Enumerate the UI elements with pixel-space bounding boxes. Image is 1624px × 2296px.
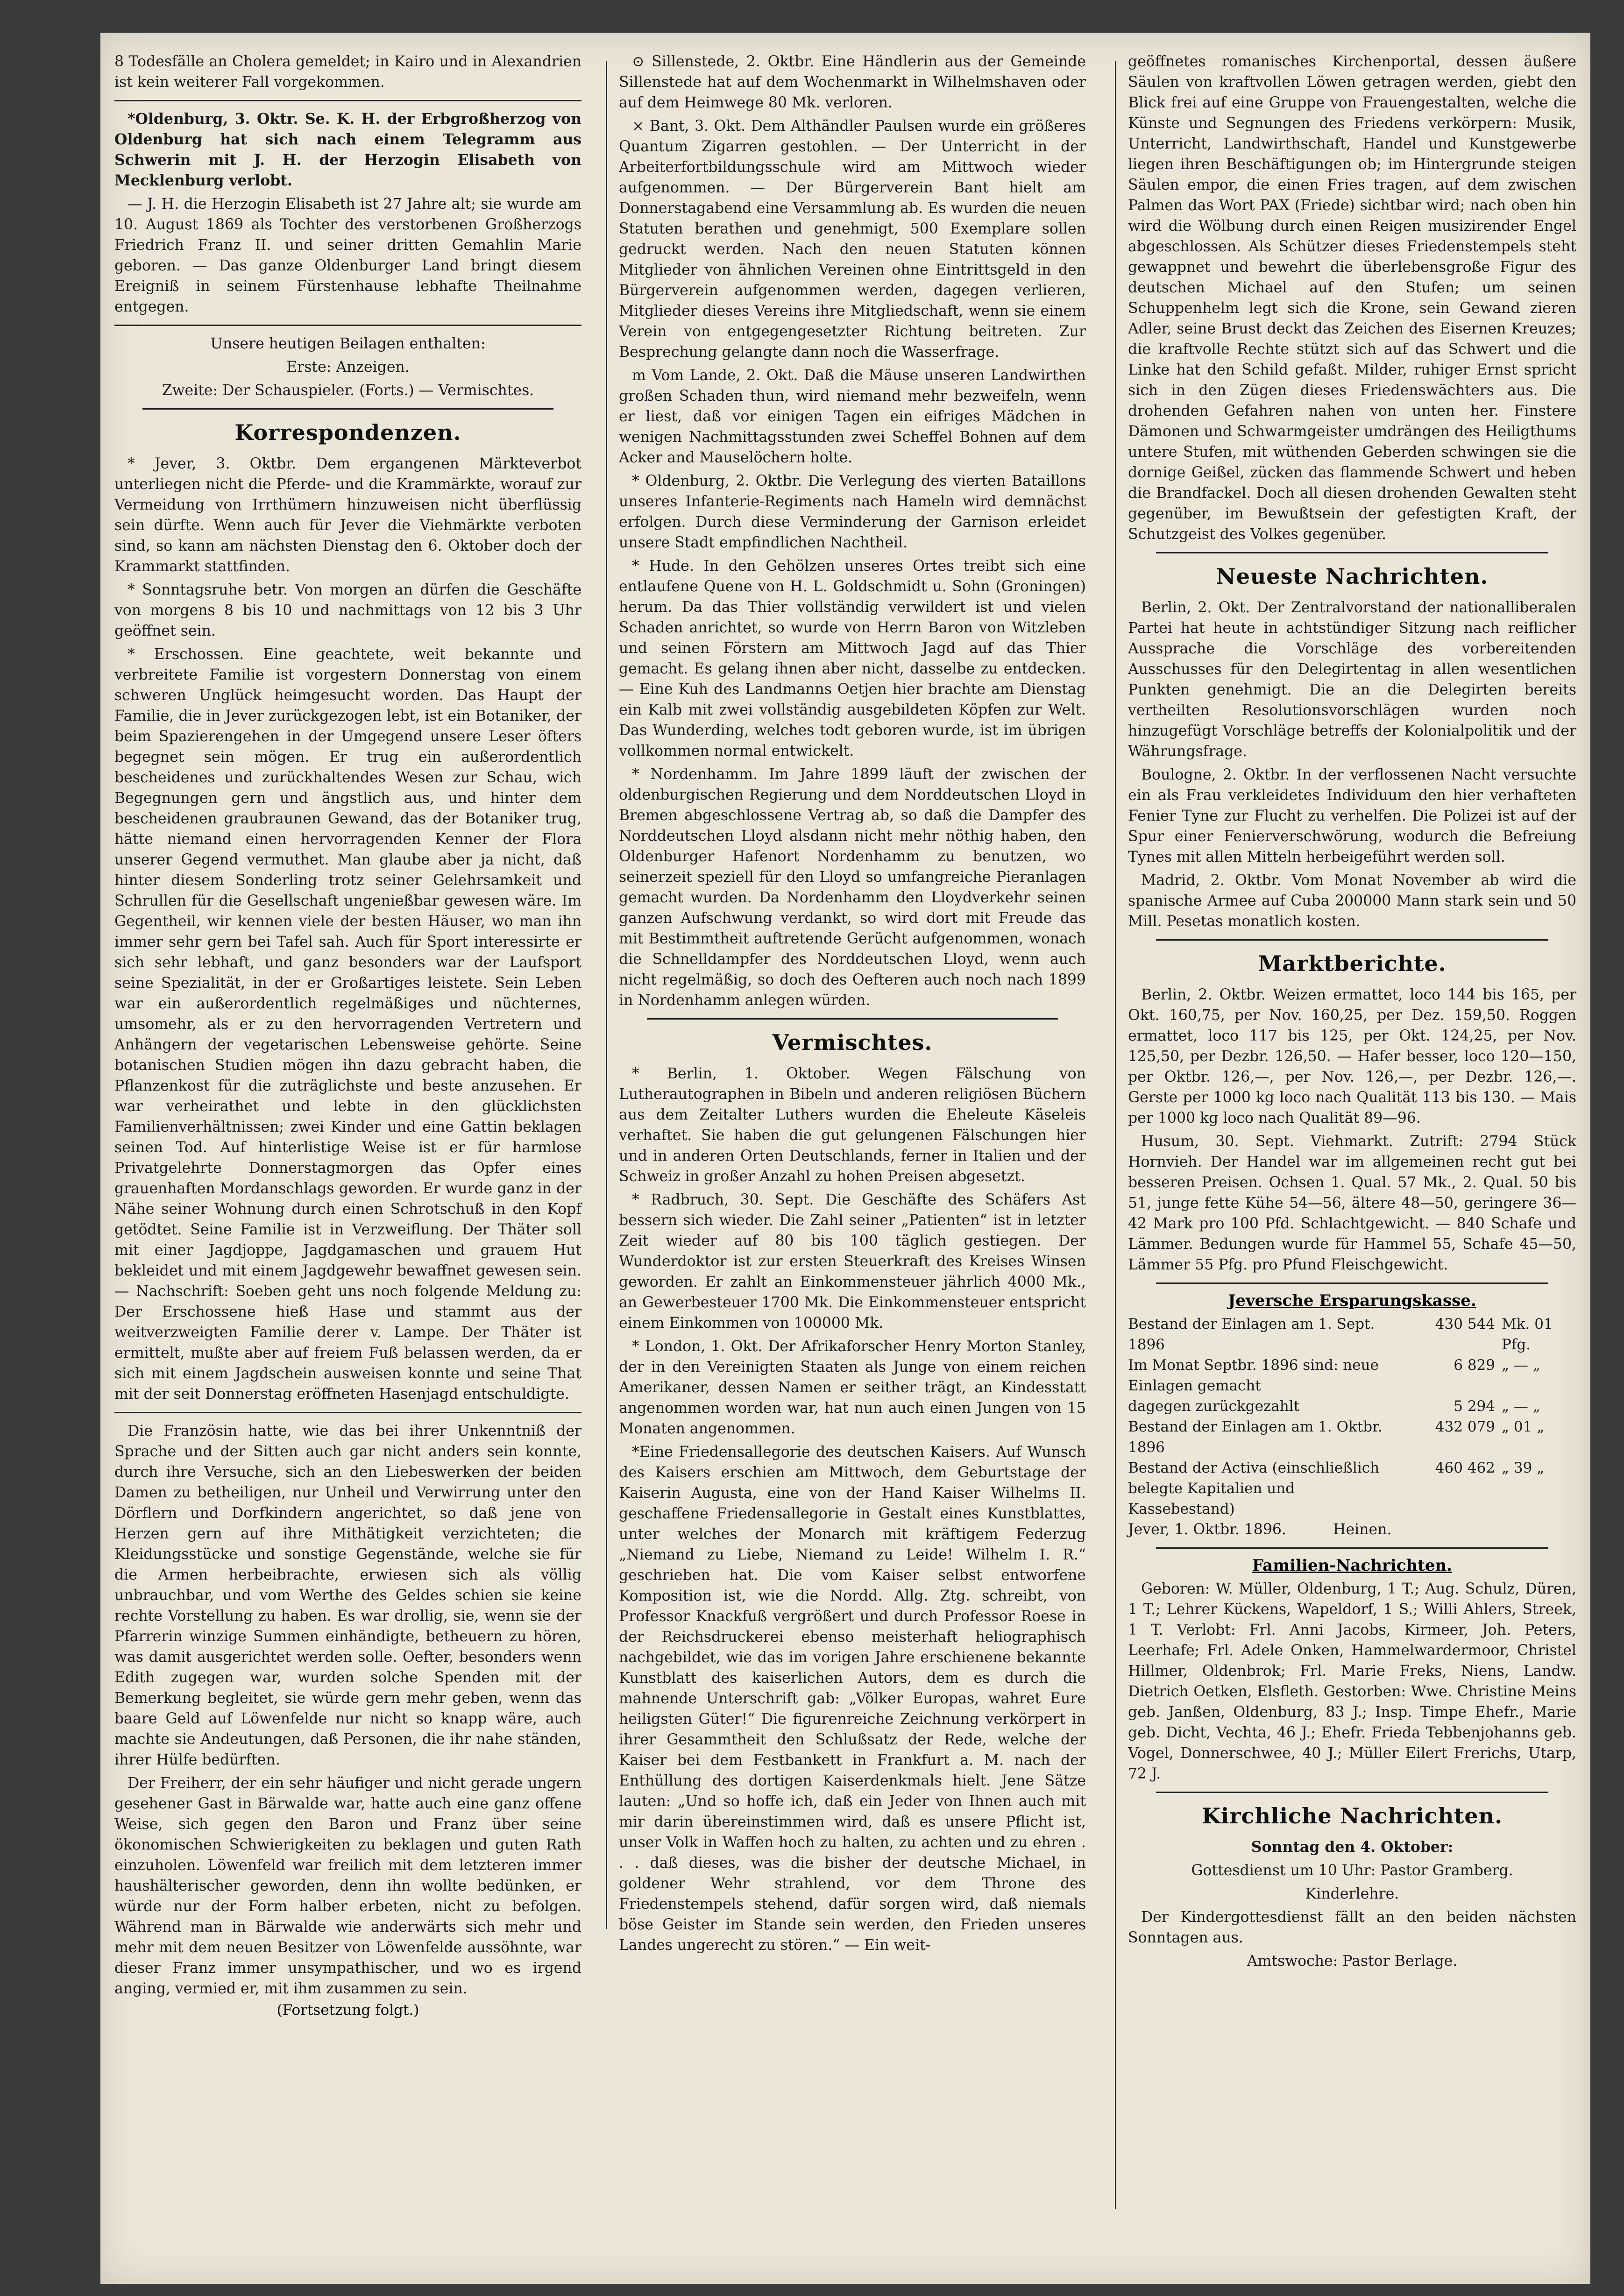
column-3: [1128, 51, 1576, 1974]
section-heading-market-reports: Marktberichte.: [1258, 951, 1447, 976]
divider: [114, 325, 582, 326]
article-vom-lande: m Vom Lande, 2. Okt. Daß die Mäuse unseren Landwirthen großen Schaden thun, wird niemand mehr bezweifeln, wenn er liest, daß vor einigen Tagen ein eifriges Mädchen in wenigen Nachmittagsstunden zwei Scheffel Bohnen auf dem Acker and Mauselöchern holte.: [619, 367, 1086, 466]
savings-bank-value: 6 829: [1454, 1357, 1495, 1374]
savings-bank-value: 432 079: [1435, 1418, 1495, 1435]
divider: [114, 100, 582, 101]
section-heading-latest-news: Neueste Nachrichten.: [1216, 564, 1489, 589]
family-news: Geboren: W. Müller, Oldenburg, 1 T.; Aug. Schulz, Düren, 1 T.; Lehrer Kückens, Wapeldorf, 1 S.; Willi Ahlers, Streek, 1 T. Verlobt: Frl. Anni Jacobs, Kirmeer, Joh. Peters, Leerhafe; Frl. Adele Onken, Hammelwardermoor, Christel Hillmer, Oldenbrok; Frl. Marie Freks, Niens, Landw. Dietrich Oetken, Elsfleth. Gestorben: Wwe. Christine Meins geb. Janßen, Oldenburg, 83 J.; Insp. Timpe Ehefr., Marie geb. Dicht, Vechta, 46 J.; Ehefr. Frieda Tebbenjohanns geb. Vogel, Donnerschwee, 40 J.; Müller Eilert Frerichs, Utarp, 72 J.: [1128, 1580, 1576, 1782]
savings-bank-label: Im Monat Septbr. 1896 sind: neue Einlagen gemacht: [1128, 1357, 1379, 1394]
article-nordenhamm: * Nordenhamm. Im Jahre 1899 läuft der zwischen der oldenburgischen Regierung und dem Norddeutschen Lloyd in Bremen abgeschlossene Vertrag ab, so daß die Dampfer des Norddeutschen Lloyd alsdann nicht mehr nöthig haben, den Oldenburger Hafenort Nordenhamm zu benutzen, wo seinerzeit speziell für den Lloyd so umfangreiche Pieranlagen gemacht wurden. Da Nordenhamm den Lloydverkehr seinen ganzen Aufschwung verdankt, so wird dort mit Freude das mit Bestimmtheit auftretende Gerücht aufgenommen, wonach die Schnelldampfer des Norddeutschen Lloyd, wenn auch nicht regelmäßig, so doch des Oefteren auch noch nach 1899 in Nordenhamm anlegen würden.: [619, 766, 1086, 1009]
continuation-note: (Fortsetzung folgt.): [277, 2002, 419, 2019]
divider: [647, 1018, 1058, 1020]
savings-bank-unit: „ 01 „: [1502, 1418, 1545, 1435]
savings-bank-value: 430 544: [1435, 1316, 1495, 1332]
savings-bank-row: [1128, 1314, 1576, 1355]
supplements-line: Erste: Anzeigen.: [286, 359, 410, 376]
article-radbruch: * Radbruch, 30. Sept. Die Geschäfte des Schäfers Ast bessern sich wieder. Die Zahl seiner „Patienten“ ist in letzter Zeit wieder auf 80 bis 100 täglich gestiegen. Der Wunderdoktor ist zur ersten Steuerkraft des Kreises Winsen geworden. Er zahlt an Einkommensteuer jährlich 4000 Mk., an Gewerbesteuer 1700 Mk. Die Einkommensteuer entspricht einem Einkommen von 100000 Mk.: [619, 1191, 1086, 1332]
savings-bank-label: Bestand der Activa (einschließlich belegte Kapitalien und Kassebestand): [1128, 1460, 1380, 1517]
article-berlin: * Berlin, 1. Oktober. Wegen Fälschung von Lutherautographen in Bibeln und anderen religiösen Büchern aus dem Zeitalter Luthers wurden die Eheleute Käseleis verhaftet. Sie haben die gut gelungenen Fälschungen hier und in anderen Orten Deutschlands, ferner in Italien und der Schweiz in großer Anzahl zu hohen Preisen abgesetzt.: [619, 1065, 1086, 1185]
church-childrens-service: Der Kindergottesdienst fällt an den beiden nächsten Sonntagen aus.: [1128, 1909, 1576, 1946]
divider: [114, 1412, 582, 1413]
savings-bank-signature: Jever, 1. Oktbr. 1896. Heinen.: [1128, 1521, 1392, 1538]
oldenburg-engagement-heading: *Oldenburg, 3. Oktr. Se. K. H. der Erbgroßherzog von Oldenburg hat sich nach einem Telegramm aus Schwerin mit J. H. der Herzogin Elisabeth von Mecklenburg verlobt.: [114, 110, 582, 189]
article-peace-allegory-continued: geöffnetes romanisches Kirchenportal, dessen äußere Säulen von kraftvollen Löwen getragen werden, giebt den Blick frei auf eine Gruppe von Frauengestalten, welche die Künste und Segnungen des Friedens verkörpern: Musik, Unterricht, Landwirthschaft, Handel und Kunstgewerbe liegen ihren Beschäftigungen ob; im Hintergrunde steigen Säulen empor, die einen Fries tragen, auf dem zwischen Palmen das Wort PAX (Friede) sichtbar wird; nach oben hin wird die Wölbung durch einen Reigen musizirender Engel abgeschlossen. Als Schützer dieses Friedenstempels steht gewappnet und bewehrt die überlebensgroße Figur des deutschen Michael auf den Stufen; um seinen Schuppenhelm legt sich die Krone, sein Gewand zieren Adler, seine Brust deckt das Zeichen des Eisernen Kreuzes; die kraftvolle Rechte stützt sich auf das Schwert und die Linke hat den Schild gefaßt. Milder, ruhiger Ernst spricht sich in den Zügen dieses Friedenswächters aus. Die drohenden Gefahren nahen von unten her. Finstere Dämonen und Schwarmgeister umdrängen des Heiligthums untere Stufen, mit wüthenden Geberden schwingen sie die dornige Geißel, zücken das flammende Schwert und heben die Brandfackel. Doch all diesen drohenden Gewalten steht gegenüber, im Bewußtsein der gefestigten Kraft, der Schutzgeist des Volkes gegenüber.: [1128, 53, 1576, 543]
news-berlin: Berlin, 2. Okt. Der Zentralvorstand der nationalliberalen Partei hat heute in achtstündiger Sitzung nach reiflicher Aussprache die Vorschläge des vorbereitenden Ausschusses für den Delegirtentag in allen wesentlichen Punkten genehmigt. Die an die Delegirten bereits vertheilten Resolutionsvorschlägen wurden noch hinzugefügt Vorschläge betreffs der Kolonialpolitik und der Währungsfrage.: [1128, 599, 1576, 760]
savings-bank-row: [1128, 1458, 1576, 1519]
column-2: [619, 51, 1086, 1958]
church-kinderlehre: Kinderlehre.: [1305, 1885, 1399, 1902]
savings-bank-row: [1128, 1396, 1576, 1417]
savings-bank-label: Bestand der Einlagen am 1. Sept. 1896: [1128, 1316, 1375, 1353]
divider: [1156, 1792, 1548, 1793]
savings-bank-unit: Mk. 01 Pfg.: [1502, 1316, 1553, 1353]
section-heading-miscellany: Vermischtes.: [772, 1030, 933, 1055]
article-hude: * Hude. In den Gehölzen unseres Ortes treibt sich eine entlaufene Quene von H. L. Goldschmidt u. Sohn (Groningen) herum. Da das Thier vollständig verwildert ist und vielen Schaden anrichtet, so wurde von Herrn Baron von Witzleben und seinen Förstern am Mittwoch Jagd auf das Thier gemacht. Es gelang ihnen aber nicht, dasselbe zu entdecken. — Eine Kuh des Landmanns Oetjen hier brachte am Dienstag ein Kalb mit zwei vollständig ausgebildeten Köpfen zur Welt. Das Wunderding, welches todt geboren wurde, ist im übrigen vollkommen normal entwickelt.: [619, 558, 1086, 759]
news-madrid: Madrid, 2. Oktbr. Vom Monat November ab wird die spanische Armee auf Cuba 200000 Mann stark sein und 50 Mill. Pesetas monatlich kosten.: [1128, 872, 1576, 930]
column-divider: [606, 61, 607, 1929]
article-shot: * Erschossen. Eine geachtete, weit bekannte und verbreitete Familie ist vorgestern Donnerstag von einem schweren Unglück heimgesucht worden. Das Haupt der Familie, die in Jever zurückgezogen lebt, ist ein Botaniker, der beim Spazierengehen in der Umgegend unsere Leser öfters begegnet sein mögen. Er trug ein außerordentlich bescheidenes und zurückhaltendes Wesen zur Schau, wich Begegnungen gern und ängstlich aus, und hinter dem bescheidenen graubraunen Gewand, das der Botaniker trug, hätte niemand einen hervorragenden Kenner der Flora unserer Gegend vermuthet. Man glaube aber ja nicht, daß hinter diesem Sonderling trotz seiner Gelehrsamkeit und Schrullen für die Gesellschaft ungenießbar gewesen wäre. Im Gegentheil, wir kennen viele der besten Häuser, wo man ihn immer sehr gern bei Tafel sah. Auch für Sport interessirte er sich sehr lebhaft, und ganz besonders war der Laufsport seine Spezialität, in der er Großartiges leistete. Sein Leben war ein außerordentlich regelmäßiges und nüchternes, umsomehr, als er zu den hervorragenden Vertretern und Anhängern der vegetarischen Lebensweise gehörte. Seine botanischen Studien mögen ihn dazu gebracht haben, die Pflanzenkost für die zuträglichste und beste anzusehen. Er war verheirathet und lebte in den glücklichsten Familienverhältnissen; zwei Kinder und eine Gattin beklagen seinen Tod. Auf hinterlistige Weise ist er für harmlose Privatgelehrte Donnerstagmorgen das Opfer eines grauenhaften Mordanschlags geworden. Er wurde ganz in der Nähe seiner Wohnung durch einen Schrotschuß in den Kopf getödtet. Seine Familie ist in Verzweiflung. Der Thäter soll mit einer Jagdjoppe, Jagdgamaschen und grauem Hut bekleidet und mit einem Jagdgewehr bewaffnet gewesen sein. — Nachschrift: Soeben geht uns noch folgende Meldung zu: Der Erschossene hieß Hase und stammt aus der weitverzweigten Familie derer v. Lampe. Der Thäter ist ermittelt, mußte aber auf freiem Fuß belassen werden, da er sich mit einem Jagdschein ausweisen konnte und seine That mit der seit Donnerstag eröffneten Hasenjagd entschuldigte.: [114, 646, 582, 1403]
divider: [1156, 1283, 1548, 1284]
divider: [1156, 939, 1548, 941]
savings-bank-row: [1128, 1355, 1576, 1396]
savings-bank-label: Bestand der Einlagen am 1. Oktbr. 1896: [1128, 1418, 1383, 1456]
savings-bank-label: dagegen zurückgezahlt: [1128, 1398, 1300, 1415]
cholera-note: 8 Todesfälle an Cholera gemeldet; in Kairo und in Alexandrien ist kein weiterer Fall vorgekommen.: [114, 53, 582, 91]
divider: [1156, 552, 1548, 553]
article-sunday-rest: * Sonntagsruhe betr. Von morgen an dürfen die Geschäfte von morgens 8 bis 10 und nachmittags von 12 bis 3 Uhr geöffnet sein.: [114, 581, 582, 639]
church-service: Gottesdienst um 10 Uhr: Pastor Gramberg.: [1191, 1862, 1513, 1879]
article-sillenstede: ⊙ Sillenstede, 2. Oktbr. Eine Händlerin aus der Gemeinde Sillenstede hat auf dem Wochenmarkt in Wilhelmshaven oder auf dem Heimwege 80 Mk. verloren.: [619, 53, 1086, 111]
church-duty-week: Amtswoche: Pastor Berlage.: [1247, 1953, 1458, 1970]
market-husum: Husum, 30. Sept. Viehmarkt. Zutrift: 2794 Stück Hornvieh. Der Handel war im allgemeinen recht gut bei besseren Preisen. Ochsen 1. Qual. 57 Mk., 2. Qual. 50 bis 51, junge fette Kühe 54—56, ältere 48—50, geringere 36—42 Mark pro 100 Pfd. Schlachtgewicht. — 840 Schafe und Lämmer. Bedungen wurde für Hammel 55, Schafe 45—50, Lämmer 55 Pfg. pro Pfund Fleischgewicht.: [1128, 1133, 1576, 1273]
article-jever: * Jever, 3. Oktbr. Dem ergangenen Märkteverbot unterliegen nicht die Pferde- und die Krammärkte, worauf zur Vermeidung von Irrthümern hinzuweisen nicht überflüssig sein dürfte. Wenn auch für Jever die Viehmärkte verboten sind, so kann am nächsten Dienstag den 6. Oktober doch der Krammarkt stattfinden.: [114, 455, 582, 575]
column-divider: [1115, 61, 1116, 2209]
savings-bank-value: 460 462: [1435, 1460, 1495, 1476]
supplements-line: Zweite: Der Schauspieler. (Forts.) — Vermischtes.: [162, 382, 534, 399]
column-1: [114, 51, 582, 2021]
newspaper-page: [100, 33, 1590, 2284]
serial-story: Die Französin hatte, wie das bei ihrer Unkenntniß der Sprache und der Sitten auch gar nicht anders sein konnte, durch ihre Versuche, sich an den Liebeswerken der beiden Damen zu betheiligen, nur Unheil und Verwirrung unter den Dörflern und Dorfkindern angerichtet, so daß jene von Herzen gern auf ihre Mithätigkeit verzichteten; die Kleidungsstücke und sonstige Gegenstände, welche sie für die Armen herbeibrachte, erwiesen sich als völlig unbrauchbar, und vom Werthe des Geldes schien sie keine rechte Vorstellung zu haben. Es war drollig, sie, wenn sie der Pfarrerin winzige Summen einhändigte, betheuern zu hören, was damit ausgerichtet werden solle. Oefter, besonders wenn Edith zugegen war, wurden solche Spenden mit der Bemerkung begleitet, sie würde gern mehr geben, wenn das baare Geld auf Löwenfelde nur nicht so knapp wäre, auch machte sie Andeutungen, daß Personen, die ihr nahe ständen, ihrer Hülfe bedürften.: [114, 1423, 582, 1768]
market-berlin: Berlin, 2. Oktbr. Weizen ermattet, loco 144 bis 165, per Okt. 160,75, per Nov. 160,25, per Dez. 159,50. Roggen ermattet, loco 117 bis 125, per Okt. 124,25, per Nov. 125,50, per Dezbr. 126,50. — Hafer besser, loco 120—150, per Oktbr. 126,—, per Nov. 126,—, per Dezbr. 126,—. Gerste per 1000 kg loco nach Qualität 113 bis 130. — Mais per 1000 kg loco nach Qualität 89—96.: [1128, 986, 1576, 1127]
divider: [1156, 1547, 1548, 1549]
news-boulogne: Boulogne, 2. Oktbr. In der verflossenen Nacht versuchte ein als Frau verkleidetes Individuum den hier verhafteten Fenier Tyne zur Flucht zu verhelfen. Die Polizei ist auf der Spur einer Fenierverschwörung, wodurch die Befreiung Tynes mit allen Mitteln herbeigeführt werden soll.: [1128, 766, 1576, 865]
savings-bank-row: [1128, 1417, 1576, 1458]
savings-bank-unit: „ 39 „: [1502, 1460, 1545, 1476]
savings-bank-heading: Jeversche Ersparungskasse.: [1228, 1291, 1476, 1310]
oldenburg-engagement-body: — J. H. die Herzogin Elisabeth ist 27 Jahre alt; sie wurde am 10. August 1869 als Tochter des verstorbenen Großherzogs Friedrich Franz II. und seiner dritten Gemahlin Marie geboren. — Das ganze Oldenburger Land bringt diesem Ereigniß in seinem Fürstenhause lebhafte Theilnahme entgegen.: [114, 196, 582, 315]
section-heading-church-news: Kirchliche Nachrichten.: [1201, 1803, 1503, 1828]
divider: [142, 408, 553, 410]
savings-bank-table: [1128, 1314, 1576, 1519]
section-heading-correspondence: Korrespondenzen.: [234, 420, 461, 445]
savings-bank-value: 5 294: [1454, 1398, 1495, 1415]
savings-bank-unit: „ — „: [1502, 1398, 1540, 1415]
family-news-heading: Familien-Nachrichten.: [1252, 1556, 1453, 1575]
article-oldenburg: * Oldenburg, 2. Oktbr. Die Verlegung des vierten Bataillons unseres Infanterie-Regiments nach Hameln wird demnächst erfolgen. Durch diese Verminderung der Garnison erleidet unsere Stadt empfindlichen Nachtheil.: [619, 473, 1086, 551]
serial-story: Der Freiherr, der ein sehr häufiger und nicht gerade ungern gesehener Gast in Bärwalde war, hatte auch eine ganz offene Weise, sich gegen den Baron und Franz über seine ökonomischen Schwierigkeiten zu beklagen und guten Rath einzuholen. Löwenfeld war freilich mit dem letzteren immer haushälterischer geworden, denn ihn wollte bedünken, er würde nur der Form halber erbeten, nicht zu befolgen. Während man in Bärwalde wie anderwärts sich mehr und mehr mit dem neuen Besitzer von Löwenfelde aussöhnte, war dieser Franz immer unsympathischer, und wo es irgend anging, vermied er, mit ihm zusammen zu sein.: [114, 1775, 582, 1997]
church-sunday: Sonntag den 4. Oktober:: [1251, 1838, 1454, 1856]
savings-bank-unit: „ — „: [1502, 1357, 1540, 1374]
article-london: * London, 1. Okt. Der Afrikaforscher Henry Morton Stanley, der in den Vereinigten Staaten als Junge von einem reichen Amerikaner, dessen Namen er seither trägt, an Kindesstatt angenommen worden war, hat nun auch einen Jungen von 15 Monaten angenommen.: [619, 1338, 1086, 1437]
article-peace-allegory: *Eine Friedensallegorie des deutschen Kaisers. Auf Wunsch des Kaisers erschien am Mittwoch, dem Geburtstage der Kaiserin Augusta, eine von der Hand Kaiser Wilhelms II. geschaffene Friedensallegorie in Gestalt eines Kunstblattes, unter welches der Monarch mit kräftigem Federzug „Niemand zu Liebe, Niemand zu Leide! Wilhelm I. R.“ geschrieben hat. Die vom Kaiser selbst entworfene Komposition ist, wie die Nordd. Allg. Ztg. schreibt, von Professor Knackfuß vergrößert und durch Professor Roese in der Reichsdruckerei ebenso meisterhaft heliographisch nachgebildet, wie das im vorigen Jahre erschienene bekannte Kunstblatt des kaiserlichen Autors, dem es durch die mahnende Unterschrift gab: „Völker Europas, wahret Eure heiligsten Güter!“ Die figurenreiche Zeichnung verkörpert in ihrer Gesammtheit den Schlußsatz der Rede, welche der Kaiser bei dem Festbankett in Frankfurt a. M. nach der Enthüllung des dortigen Kaiserdenkmals hielt. Jene Sätze lauten: „Und so hoffe ich, daß ein Jeder von Ihnen auch mit mir darin übereinstimmen wird, daß es unsere Pflicht ist, unser Volk in Waffen hoch zu halten, zu achten und zu ehren . . . daß dieses, was die bisher der deutsche Michael, in goldener Wehr strahlend, vor dem Throne des Friedenstempels stehend, dafür sorgen wird, daß niemals böse Geister im Stande sein werden, den Frieden unseres Landes ungerecht zu stören.“ — Ein weit-: [619, 1444, 1086, 1954]
article-bant: × Bant, 3. Okt. Dem Althändler Paulsen wurde ein größeres Quantum Zigarren gestohlen. — Der Unterricht in der Arbeiterfortbildungsschule wird am Mittwoch wieder aufgenommen. — Der Bürgerverein Bant hielt am Donnerstagabend eine Versammlung ab. Es wurden die neuen Statuten berathen und genehmigt, 500 Exemplare sollen gedruckt werden. Nach den neuen Statuten können Mitglieder von ähnlichen Vereinen ohne Eintrittsgeld in den Bürgerverein aufgenommen werden, dagegen verlieren, Mitglieder dieses Vereins ihre Mitgliedschaft, wenn sie einem Verein von entgegengesetzter Richtung beitreten. Zur Besprechung gelangte dann noch die Wasserfrage.: [619, 118, 1086, 361]
supplements-line: Unsere heutigen Beilagen enthalten:: [210, 335, 486, 352]
